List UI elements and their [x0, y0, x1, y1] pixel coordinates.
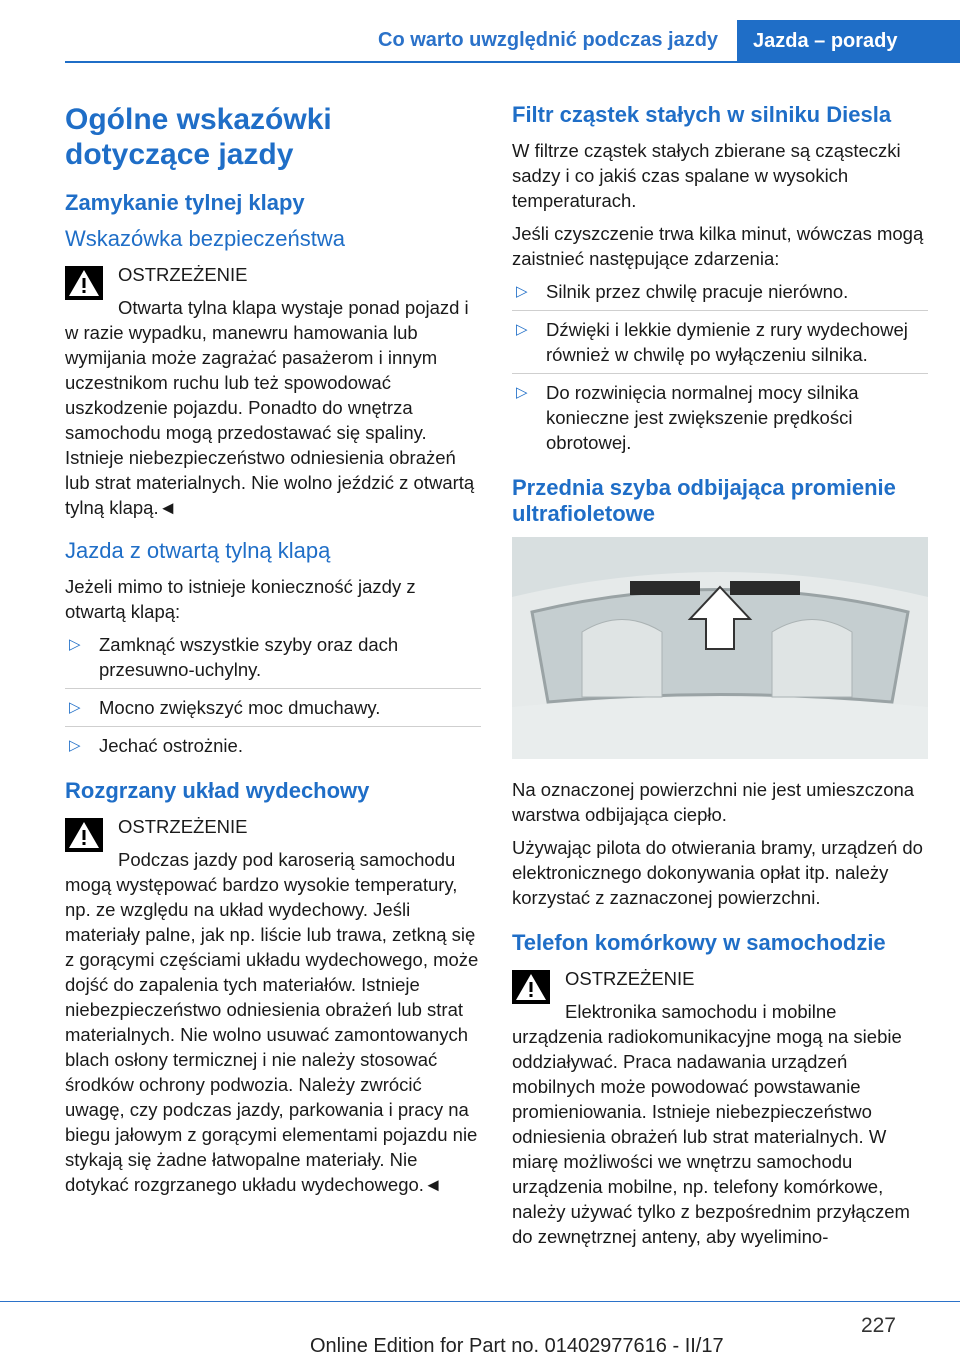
windshield-paragraph-1: Na oznaczonej powierzchni nie jest umieszczona warstwa odbijająca ciepło. — [512, 779, 915, 825]
heading-close-tailgate: Zamykanie tylnej klapy — [65, 190, 305, 215]
warning-text: Podczas jazdy pod karoserią samochodu mogą występować bardzo wysokie temperatury, np. ze względu na układ wydechowy. Jeśli materiały palne, jak np. liście lub trawa, zetkną się z gorącymi częściami układu wydechowego, może dojść do zapalenia tych materiałów. Istnieje niebezpieczeństwo odniesienia obrażeń lub strat materialnych. Nie wolno usuwać zamontowanych blach osłony termicznej i nie należy stosować środków ochrony podwozia. Należy zwrócić uwagę, czy podczas jazdy, parkowania i pracy na biegu jałowym z gorącymi elementami pojazdu nie stykają się żadne łatwopalne materiały. Nie dotykać rozgrzanego układu wydechowego.◄ — [65, 849, 479, 1195]
left-column — [65, 102, 481, 1205]
warning-title: OSTRZEŻENIE — [565, 968, 695, 989]
bullet-triangle-icon: ▷ — [69, 699, 81, 716]
warning-triangle-icon — [65, 818, 103, 852]
list-item: ▷ Zamknąć wszystkie szyby oraz dach przesuwno-uchylny. — [65, 632, 481, 689]
list-item: ▷ Jechać ostrożnie. — [69, 735, 243, 756]
warning-triangle-icon — [512, 970, 550, 1004]
filter-paragraph-1: W filtrze cząstek stałych zbierane są cząsteczki sadzy i co jakiś czas spalane w wysokich temperaturach. — [512, 140, 901, 211]
heading-uv-windshield: Przednia szyba odbijająca promienie ultrafioletowe — [512, 475, 896, 526]
windshield-paragraph-2: Używając pilota do otwierania bramy, urządzeń do elektronicznego dokonywania opłat itp. należy korzystać z zaznaczonej powierzchni. — [512, 837, 923, 908]
heading-diesel-filter: Filtr cząstek stałych w silniku Diesla — [512, 102, 892, 127]
footer-rule — [0, 1301, 960, 1302]
list-item: ▷ Mocno zwiększyć moc dmuchawy. — [65, 695, 481, 727]
bullet-triangle-icon: ▷ — [69, 737, 81, 754]
list-item: ▷ Dźwięki i lekkie dymienie z rury wydechowej również w chwilę po wyłączeniu silnika. — [512, 317, 928, 374]
warning-text: Elektronika samochodu i mobilne urządzenia radiokomunikacyjne mogą na siebie oddziaływać. Praca nadawania urządzeń mobilnych może powodować powstawanie promieniowania. Istnieje niebezpieczeństwo odniesienia obrażeń lub strat materialnych. W miarę możliwości we wnętrzu samochodu urządzenia mobilne, np. telefony komórkowe, należy używać tylko z bezpośrednim przyłączem do zewnętrznej anteny, aby wyelimino- — [512, 1001, 910, 1247]
heading-open-tailgate: Jazda z otwartą tylną klapą — [65, 538, 331, 563]
warning-text: Otwarta tylna klapa wystaje ponad pojazd i w razie wypadku, manewru hamowania lub wymijania może zagrażać pasażerom i innym uczestnikom ruchu lub też spowodować uszkodzenie pojazdu. Ponadto do wnętrza samochodu mogą przedostawać się spaliny. Istnieje niebezpieczeństwo odniesienia obrażeń lub strat materialnych. Nie wolno jeździć z otwartą tylną klapą.◄ — [65, 297, 475, 518]
bullet-triangle-icon: ▷ — [516, 321, 528, 338]
list-item: ▷ Do rozwinięcia normalnej mocy silnika konieczne jest zwiększenie prędkości obrotowej. — [516, 382, 859, 453]
running-header-section: Co warto uwzględnić podczas jazdy — [378, 29, 719, 51]
running-header-tab: Jazda – porady — [737, 20, 960, 63]
bullet-triangle-icon: ▷ — [516, 384, 528, 401]
edition-note: Online Edition for Part no. 01402977616 - II/17 — [310, 1335, 724, 1357]
warning-triangle-icon — [65, 266, 103, 300]
open-tailgate-list — [65, 632, 481, 764]
page-title: Ogólne wskazówki dotyczące jazdy — [65, 103, 332, 171]
list-item: ▷ Silnik przez chwilę pracuje nierówno. — [512, 279, 928, 311]
warning-block-exhaust — [65, 814, 481, 1197]
header-rule — [65, 61, 960, 63]
warning-title: OSTRZEŻENIE — [118, 816, 248, 837]
heading-mobile-phone: Telefon komórkowy w samochodzie — [512, 930, 886, 955]
right-column — [512, 102, 928, 1257]
bullet-triangle-icon: ▷ — [516, 283, 528, 300]
warning-block-tailgate — [65, 262, 481, 520]
heading-hot-exhaust: Rozgrzany układ wydechowy — [65, 778, 370, 803]
warning-title: OSTRZEŻENIE — [118, 264, 248, 285]
filter-paragraph-2: Jeśli czyszczenie trwa kilka minut, wówczas mogą zaistnieć następujące zdarzenia: — [512, 223, 924, 269]
page-number: 227 — [860, 1314, 896, 1337]
warning-block-phone — [512, 966, 928, 1249]
open-intro: Jeżeli mimo to istnieje konieczność jazdy z otwartą klapą: — [65, 576, 416, 622]
bullet-triangle-icon: ▷ — [69, 636, 81, 653]
filter-list — [512, 279, 928, 461]
windshield-photo — [512, 537, 928, 759]
heading-safety-note: Wskazówka bezpieczeństwa — [65, 226, 346, 251]
